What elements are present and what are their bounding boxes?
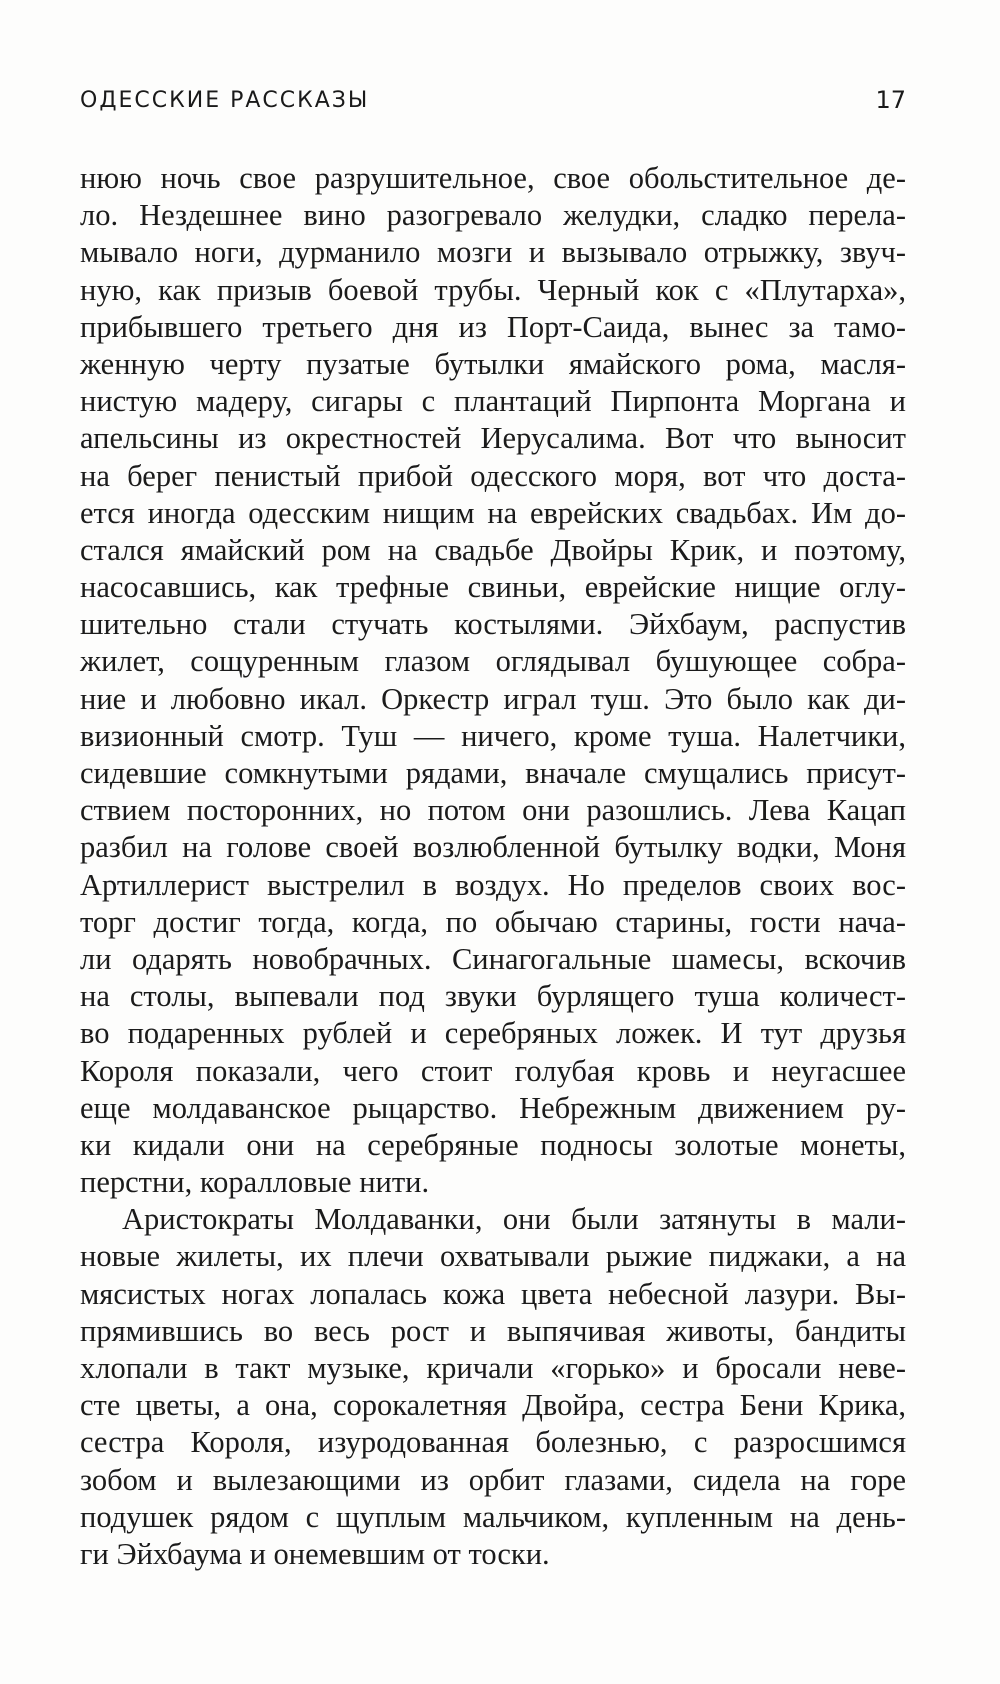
text-line: еще молдаванское рыцарство. Небрежным движением ру- xyxy=(80,1090,906,1125)
text-line: прямившись во весь рост и выпячивая животы, бандиты xyxy=(80,1313,906,1348)
text-line: на столы, выпевали под звуки бурлящего туша количест- xyxy=(80,979,906,1014)
text-line: насосавшись, как трефные свиньи, еврейские нищие оглу- xyxy=(80,570,906,605)
text-line: разбил на голове своей возлюбленной бутылку водки, Моня xyxy=(80,830,906,865)
text-line: шительно стали стучать костылями. Эйхбаум, распустив xyxy=(80,607,906,642)
text-line: новые жилеты, их плечи охватывали рыжие пиджаки, а на xyxy=(80,1239,906,1274)
text-line: ную, как призыв боевой трубы. Черный кок с «Плутарха», xyxy=(80,272,906,307)
text-line: ние и любовно икал. Оркестр играл туш. Это было как ди- xyxy=(80,681,906,716)
text-line: сте цветы, а она, сорокалетняя Двойра, сестра Бени Крика, xyxy=(80,1388,906,1423)
text-line: Короля показали, чего стоит голубая кровь и неугасшее xyxy=(80,1053,906,1088)
text-line: нистую мадеру, сигары с плантаций Пирпонта Моргана и xyxy=(80,384,906,419)
text-line: ги Эйхбаума и онемевшим от тоски. xyxy=(80,1536,550,1571)
running-title: ОДЕССКИЕ РАССКАЗЫ xyxy=(80,87,370,113)
running-header xyxy=(80,82,906,118)
text-line: сестра Короля, изуродованная болезнью, с разросшимся xyxy=(80,1425,906,1460)
body-text xyxy=(80,160,906,1573)
text-line: зобом и вылезающими из орбит глазами, сидела на горе xyxy=(80,1462,906,1497)
text-line: сидевшие сомкнутыми рядами, вначале смущались присут- xyxy=(80,756,906,790)
text-line: ки кидали они на серебряные подносы золотые монеты, xyxy=(80,1127,906,1162)
text-line: ли одарять новобрачных. Синагогальные шамесы, вскочив xyxy=(80,941,906,976)
text-line: торг достиг тогда, когда, по обычаю старины, гости нача- xyxy=(80,904,906,939)
page-number: 17 xyxy=(875,86,906,114)
text-line: перстни, коралловые нити. xyxy=(80,1165,430,1200)
text-line: прибывшего третьего дня из Порт-Саида, вынес за тамо- xyxy=(80,309,906,344)
paragraph-1 xyxy=(80,160,906,1201)
text-line: ствием посторонних, но потом они разошлись. Лева Кацап xyxy=(80,793,906,828)
text-line: ло. Нездешнее вино разогревало желудки, сладко перела- xyxy=(80,198,906,233)
paragraph-2 xyxy=(80,1201,906,1573)
text-line: подушек рядом с щуплым мальчиком, купленным на день- xyxy=(80,1499,906,1534)
text-line: во подаренных рублей и серебряных ложек. И тут друзья xyxy=(80,1016,906,1051)
text-line: апельсины из окрестностей Иерусалима. Вот что выносит xyxy=(80,421,906,456)
text-line: хлопали в такт музыке, кричали «горько» и бросали неве- xyxy=(80,1351,906,1385)
text-line: Артиллерист выстрелил в воздух. Но пределов своих вос- xyxy=(80,867,906,902)
text-line: женную черту пузатые бутылки ямайского рома, масля- xyxy=(80,346,906,381)
text-line: нюю ночь свое разрушительное, свое обольстительное де- xyxy=(80,161,906,195)
text-line: на берег пенистый прибой одесского моря, вот что доста- xyxy=(80,458,906,493)
text-line: мывало ноги, дурманило мозги и вызывало отрыжку, звуч- xyxy=(80,235,906,270)
text-line: Аристократы Молдаванки, они были затянуты в мали- xyxy=(122,1202,906,1237)
text-line: стался ямайский ром на свадьбе Двойры Крик, и поэтому, xyxy=(80,532,906,567)
text-line: визионный смотр. Туш — ничего, кроме туша. Налетчики, xyxy=(80,718,906,753)
text-line: ется иногда одесским нищим на еврейских свадьбах. Им до- xyxy=(80,495,906,530)
text-line: мясистых ногах лопалась кожа цвета небесной лазури. Вы- xyxy=(80,1276,906,1311)
text-line: жилет, сощуренным глазом оглядывал бушующее собра- xyxy=(80,644,906,679)
